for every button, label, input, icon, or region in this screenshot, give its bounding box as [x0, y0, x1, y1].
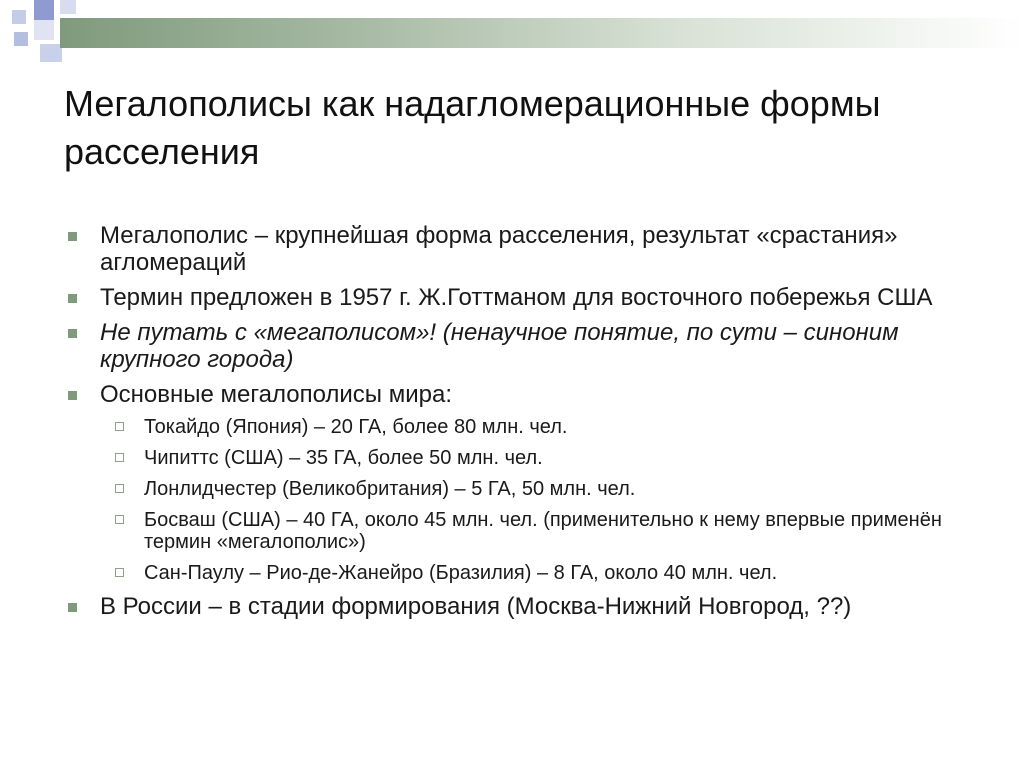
- bullet-item: [64, 319, 964, 373]
- sub-bullet-item: [64, 562, 964, 584]
- decor-square: [34, 20, 54, 40]
- hollow-square-bullet-icon: [115, 568, 124, 577]
- slide-title: Мегалополисы как надагломерационные формы расселения: [64, 83, 881, 172]
- bullet-text: Основные мегалополисы мира:: [100, 381, 452, 408]
- sub-bullet-text: Токайдо (Япония) – 20 ГА, более 80 млн. чел.: [144, 416, 568, 438]
- decor-square: [60, 0, 76, 14]
- square-bullet-icon: [68, 329, 77, 338]
- sub-bullet-item: [64, 416, 964, 438]
- bullet-text: В России – в стадии формирования (Москва-Нижний Новгород, ??): [100, 593, 852, 620]
- square-bullet-icon: [68, 391, 77, 400]
- slide-body: [64, 222, 964, 628]
- hollow-square-bullet-icon: [115, 515, 124, 524]
- bullet-text: Мегалополис – крупнейшая форма расселения, результат «срастания» агломераций: [100, 222, 898, 276]
- hollow-square-bullet-icon: [115, 422, 124, 431]
- sub-bullet-text: Лонлидчестер (Великобритания) – 5 ГА, 50 млн. чел.: [144, 478, 636, 500]
- sub-bullet-item: [64, 447, 964, 469]
- megalopolis-list: [64, 416, 964, 584]
- bullet-text: Не путать с «мегаполисом»! (ненаучное понятие, по сути – синоним крупного города): [100, 319, 899, 373]
- sub-bullet-item: [64, 478, 964, 500]
- bullet-item: [64, 284, 964, 311]
- sub-bullet-text: Сан-Паулу – Рио-де-Жанейро (Бразилия) – 8 ГА, около 40 млн. чел.: [144, 562, 778, 584]
- square-bullet-icon: [68, 232, 77, 241]
- header-band: [60, 18, 1024, 48]
- hollow-square-bullet-icon: [115, 453, 124, 462]
- decor-square: [12, 10, 26, 24]
- sub-bullet-text: Босваш (США) – 40 ГА, около 45 млн. чел. (применительно к нему впервые применён термин «мегалополис»): [144, 509, 942, 553]
- decor-square: [40, 44, 62, 62]
- bullet-text: Термин предложен в 1957 г. Ж.Готтманом для восточного побережья США: [100, 284, 933, 311]
- sub-bullet-item: [64, 509, 964, 553]
- sub-bullet-text: Чипиттс (США) – 35 ГА, более 50 млн. чел.: [144, 447, 543, 469]
- hollow-square-bullet-icon: [115, 484, 124, 493]
- decor-square: [14, 32, 28, 46]
- decor-square: [34, 0, 54, 20]
- square-bullet-icon: [68, 294, 77, 303]
- bullet-item: [64, 593, 964, 620]
- bullet-item: [64, 381, 964, 408]
- bullet-item: [64, 222, 964, 276]
- square-bullet-icon: [68, 603, 77, 612]
